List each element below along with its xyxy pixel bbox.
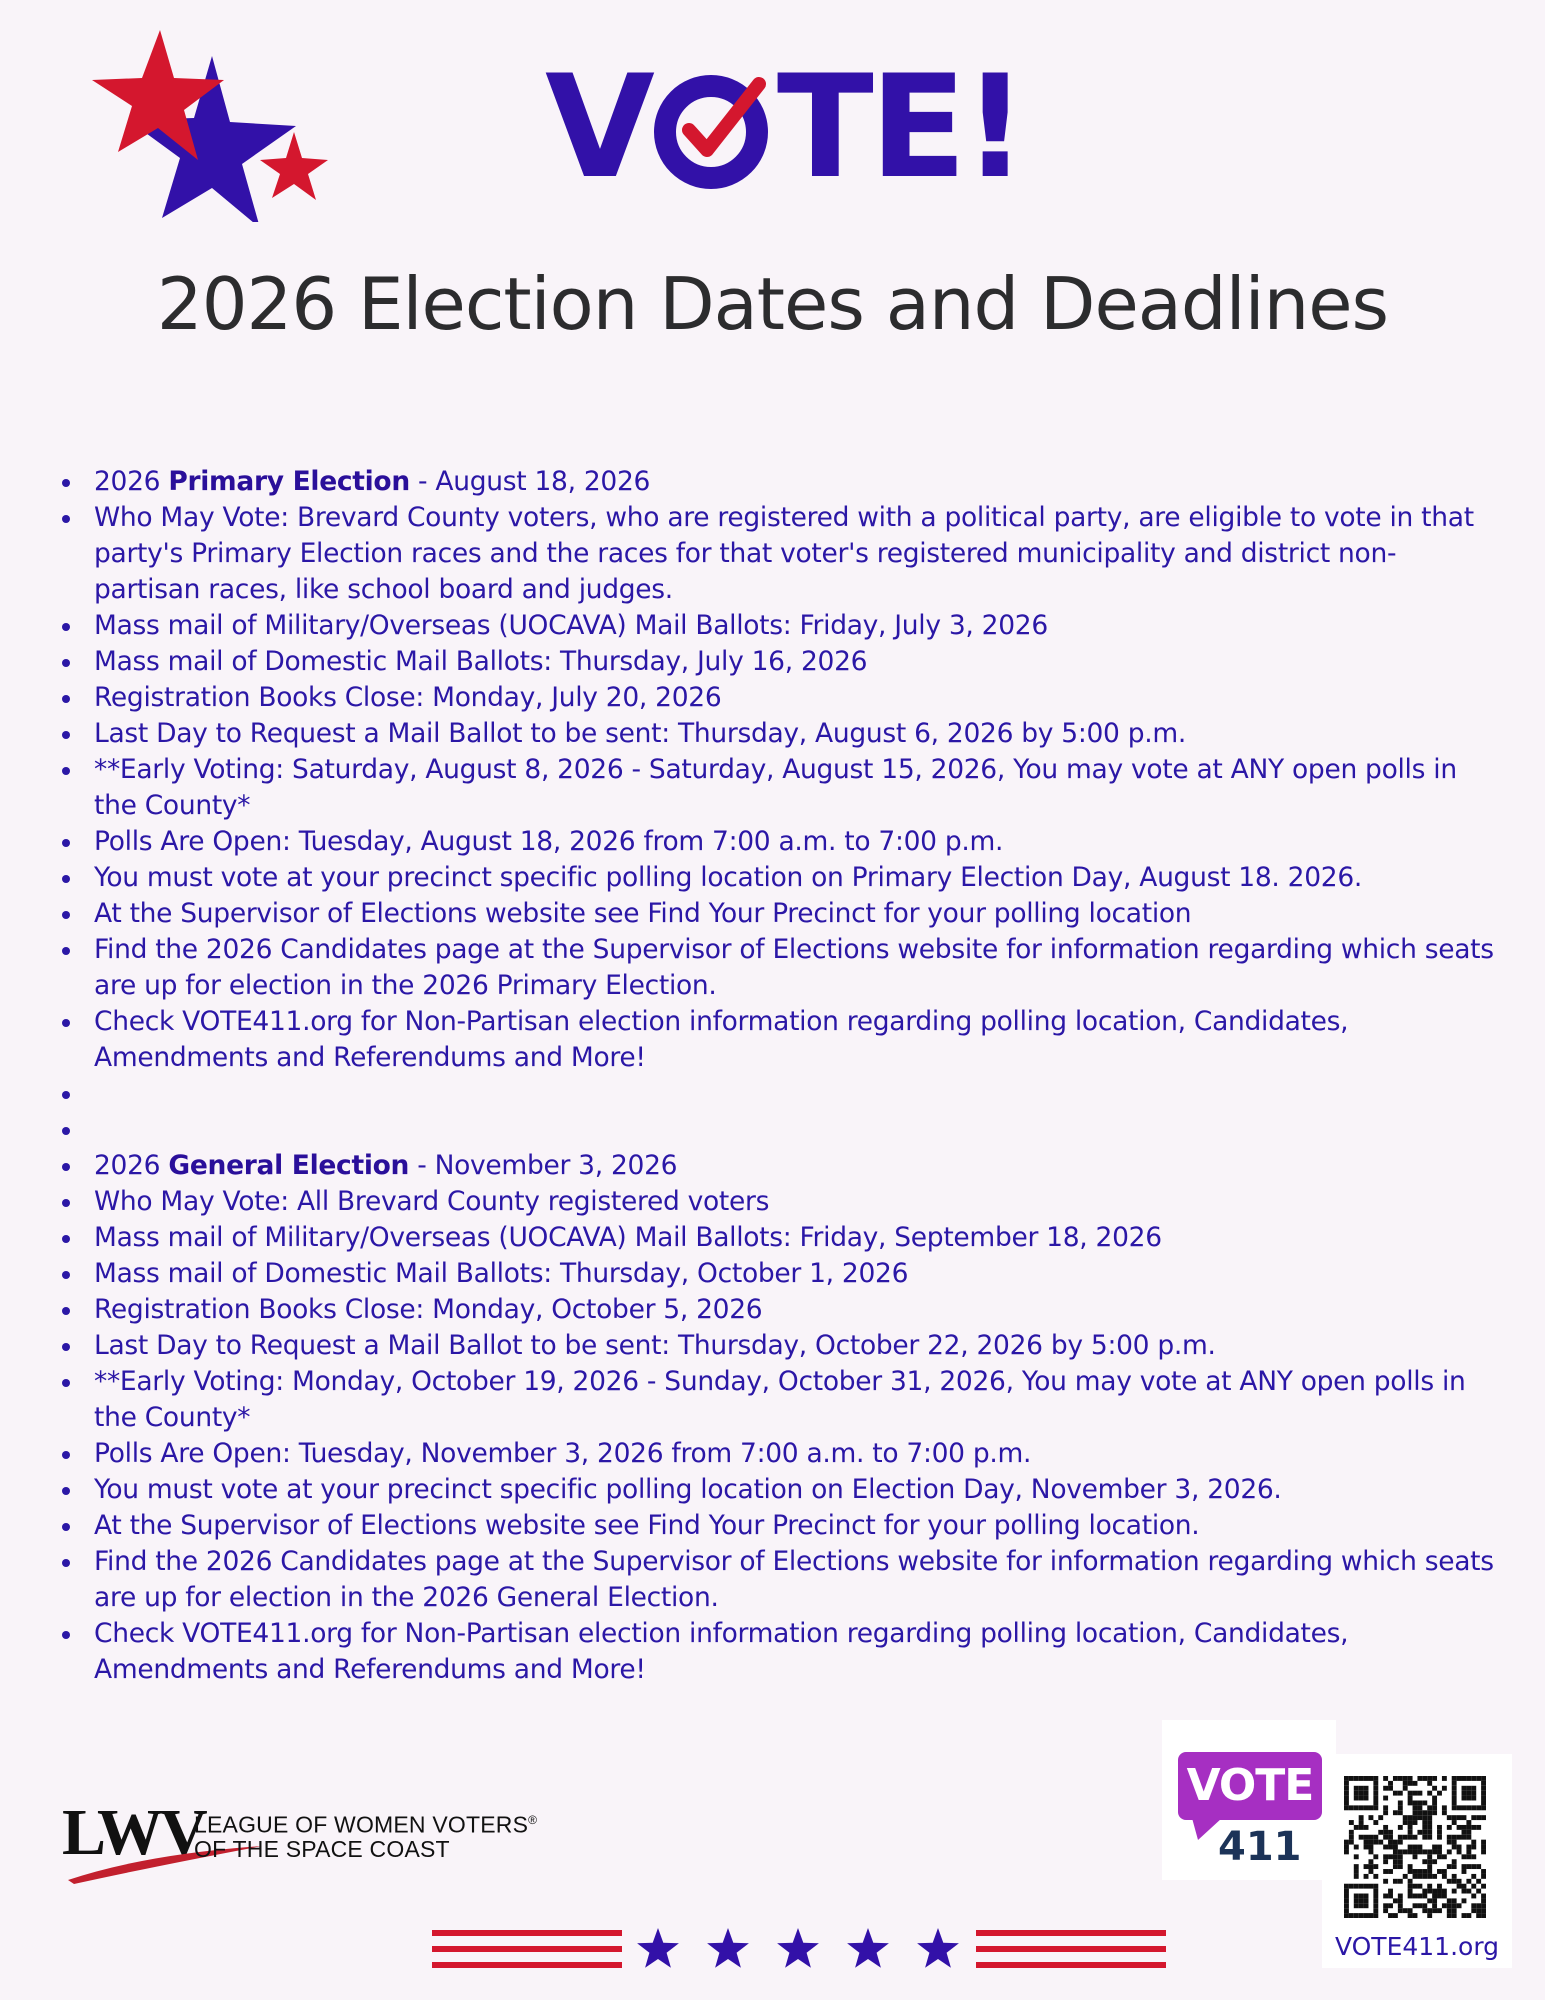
primary-heading: 2026 Primary Election - August 18, 2026 — [60, 464, 1500, 500]
star-icon — [847, 1928, 889, 1968]
list-item: You must vote at your precinct specific polling location on Election Day, November 3, 2026. — [60, 1472, 1500, 1508]
star-icon — [777, 1928, 819, 1968]
lwv-mark: LWV — [62, 1796, 205, 1869]
list-item: Find the 2026 Candidates page at the Supervisor of Elections website for information regarding which seats are up for election in the 2026 Primary Election. — [60, 932, 1500, 1004]
list-item: **Early Voting: Monday, October 19, 2026 - Sunday, October 31, 2026, You may vote at ANY open polls in the County* — [60, 1364, 1500, 1436]
qr-panel[interactable] — [1322, 1754, 1512, 1968]
page-title: 2026 Election Dates and Deadlines — [156, 262, 1389, 346]
list-item: At the Supervisor of Elections website see Find Your Precinct for your polling location. — [60, 1508, 1500, 1544]
star-icon — [707, 1928, 749, 1968]
stars-icon — [88, 22, 338, 222]
list-item: Polls Are Open: Tuesday, November 3, 2026 from 7:00 a.m. to 7:00 p.m. — [60, 1436, 1500, 1472]
list-item: **Early Voting: Saturday, August 8, 2026 - Saturday, August 15, 2026, You may vote at ANY open polls in the County* — [60, 752, 1500, 824]
list-item: Who May Vote: All Brevard County registered voters — [60, 1184, 1500, 1220]
list-item: Who May Vote: Brevard County voters, who are registered with a political party, are eligible to vote in that party's Primary Election races and the races for that voter's registered municipality and district non-partisan races, like school board and judges. — [60, 500, 1500, 608]
general-heading: 2026 General Election - November 3, 2026 — [60, 1148, 1500, 1184]
list-item: Last Day to Request a Mail Ballot to be sent: Thursday, August 6, 2026 by 5:00 p.m. — [60, 716, 1500, 752]
vote411-logo — [1162, 1720, 1336, 1880]
primary-heading-bold: Primary Election — [168, 466, 410, 497]
vote411-number: 411 — [1218, 1824, 1302, 1870]
list-item: Mass mail of Military/Overseas (UOCAVA) Mail Ballots: Friday, September 18, 2026 — [60, 1220, 1500, 1256]
list-item: Mass mail of Domestic Mail Ballots: Thursday, July 16, 2026 — [60, 644, 1500, 680]
election-list — [60, 464, 1500, 1688]
empty-list-item — [60, 1076, 1500, 1112]
list-item: Mass mail of Military/Overseas (UOCAVA) Mail Ballots: Friday, July 3, 2026 — [60, 608, 1500, 644]
list-item: You must vote at your precinct specific polling location on Primary Election Day, August 18. 2026. — [60, 860, 1500, 896]
star-icon — [917, 1928, 959, 1968]
list-item: Polls Are Open: Tuesday, August 18, 2026 from 7:00 a.m. to 7:00 p.m. — [60, 824, 1500, 860]
star-icon — [637, 1928, 679, 1968]
logo-text-end: TE! — [776, 45, 1024, 210]
list-item: Registration Books Close: Monday, October 5, 2026 — [60, 1292, 1500, 1328]
qr-code-icon[interactable] — [1344, 1776, 1486, 1918]
lwv-logo — [62, 1796, 582, 1880]
logo-text-start: V — [545, 45, 651, 210]
checkmark-icon — [649, 66, 773, 190]
vote-logo — [545, 45, 1024, 210]
list-item: Find the 2026 Candidates page at the Supervisor of Elections website for information regarding which seats are up for election in the 2026 General Election. — [60, 1544, 1500, 1616]
qr-link-label[interactable]: VOTE411.org — [1334, 1932, 1500, 1961]
list-item: Check VOTE411.org for Non-Partisan election information regarding polling location, Candidates, Amendments and Referendums and More! — [60, 1004, 1500, 1076]
list-item: Mass mail of Domestic Mail Ballots: Thursday, October 1, 2026 — [60, 1256, 1500, 1292]
list-item: Check VOTE411.org for Non-Partisan election information regarding polling location, Candidates, Amendments and Referendums and More! — [60, 1616, 1500, 1688]
lwv-name: LEAGUE OF WOMEN VOTERS® OF THE SPACE COAST — [194, 1811, 538, 1862]
bullet-list — [60, 464, 1500, 1688]
right-stripes — [976, 1930, 1166, 1968]
empty-list-item — [60, 1112, 1500, 1148]
footer-stripes-stars — [432, 1928, 1166, 1970]
list-item: Last Day to Request a Mail Ballot to be sent: Thursday, October 22, 2026 by 5:00 p.m. — [60, 1328, 1500, 1364]
list-item: Registration Books Close: Monday, July 20, 2026 — [60, 680, 1500, 716]
list-item: At the Supervisor of Elections website see Find Your Precinct for your polling location — [60, 896, 1500, 932]
vote411-badge: VOTE — [1178, 1752, 1322, 1820]
left-stripes — [432, 1930, 622, 1968]
general-heading-bold: General Election — [168, 1150, 410, 1181]
